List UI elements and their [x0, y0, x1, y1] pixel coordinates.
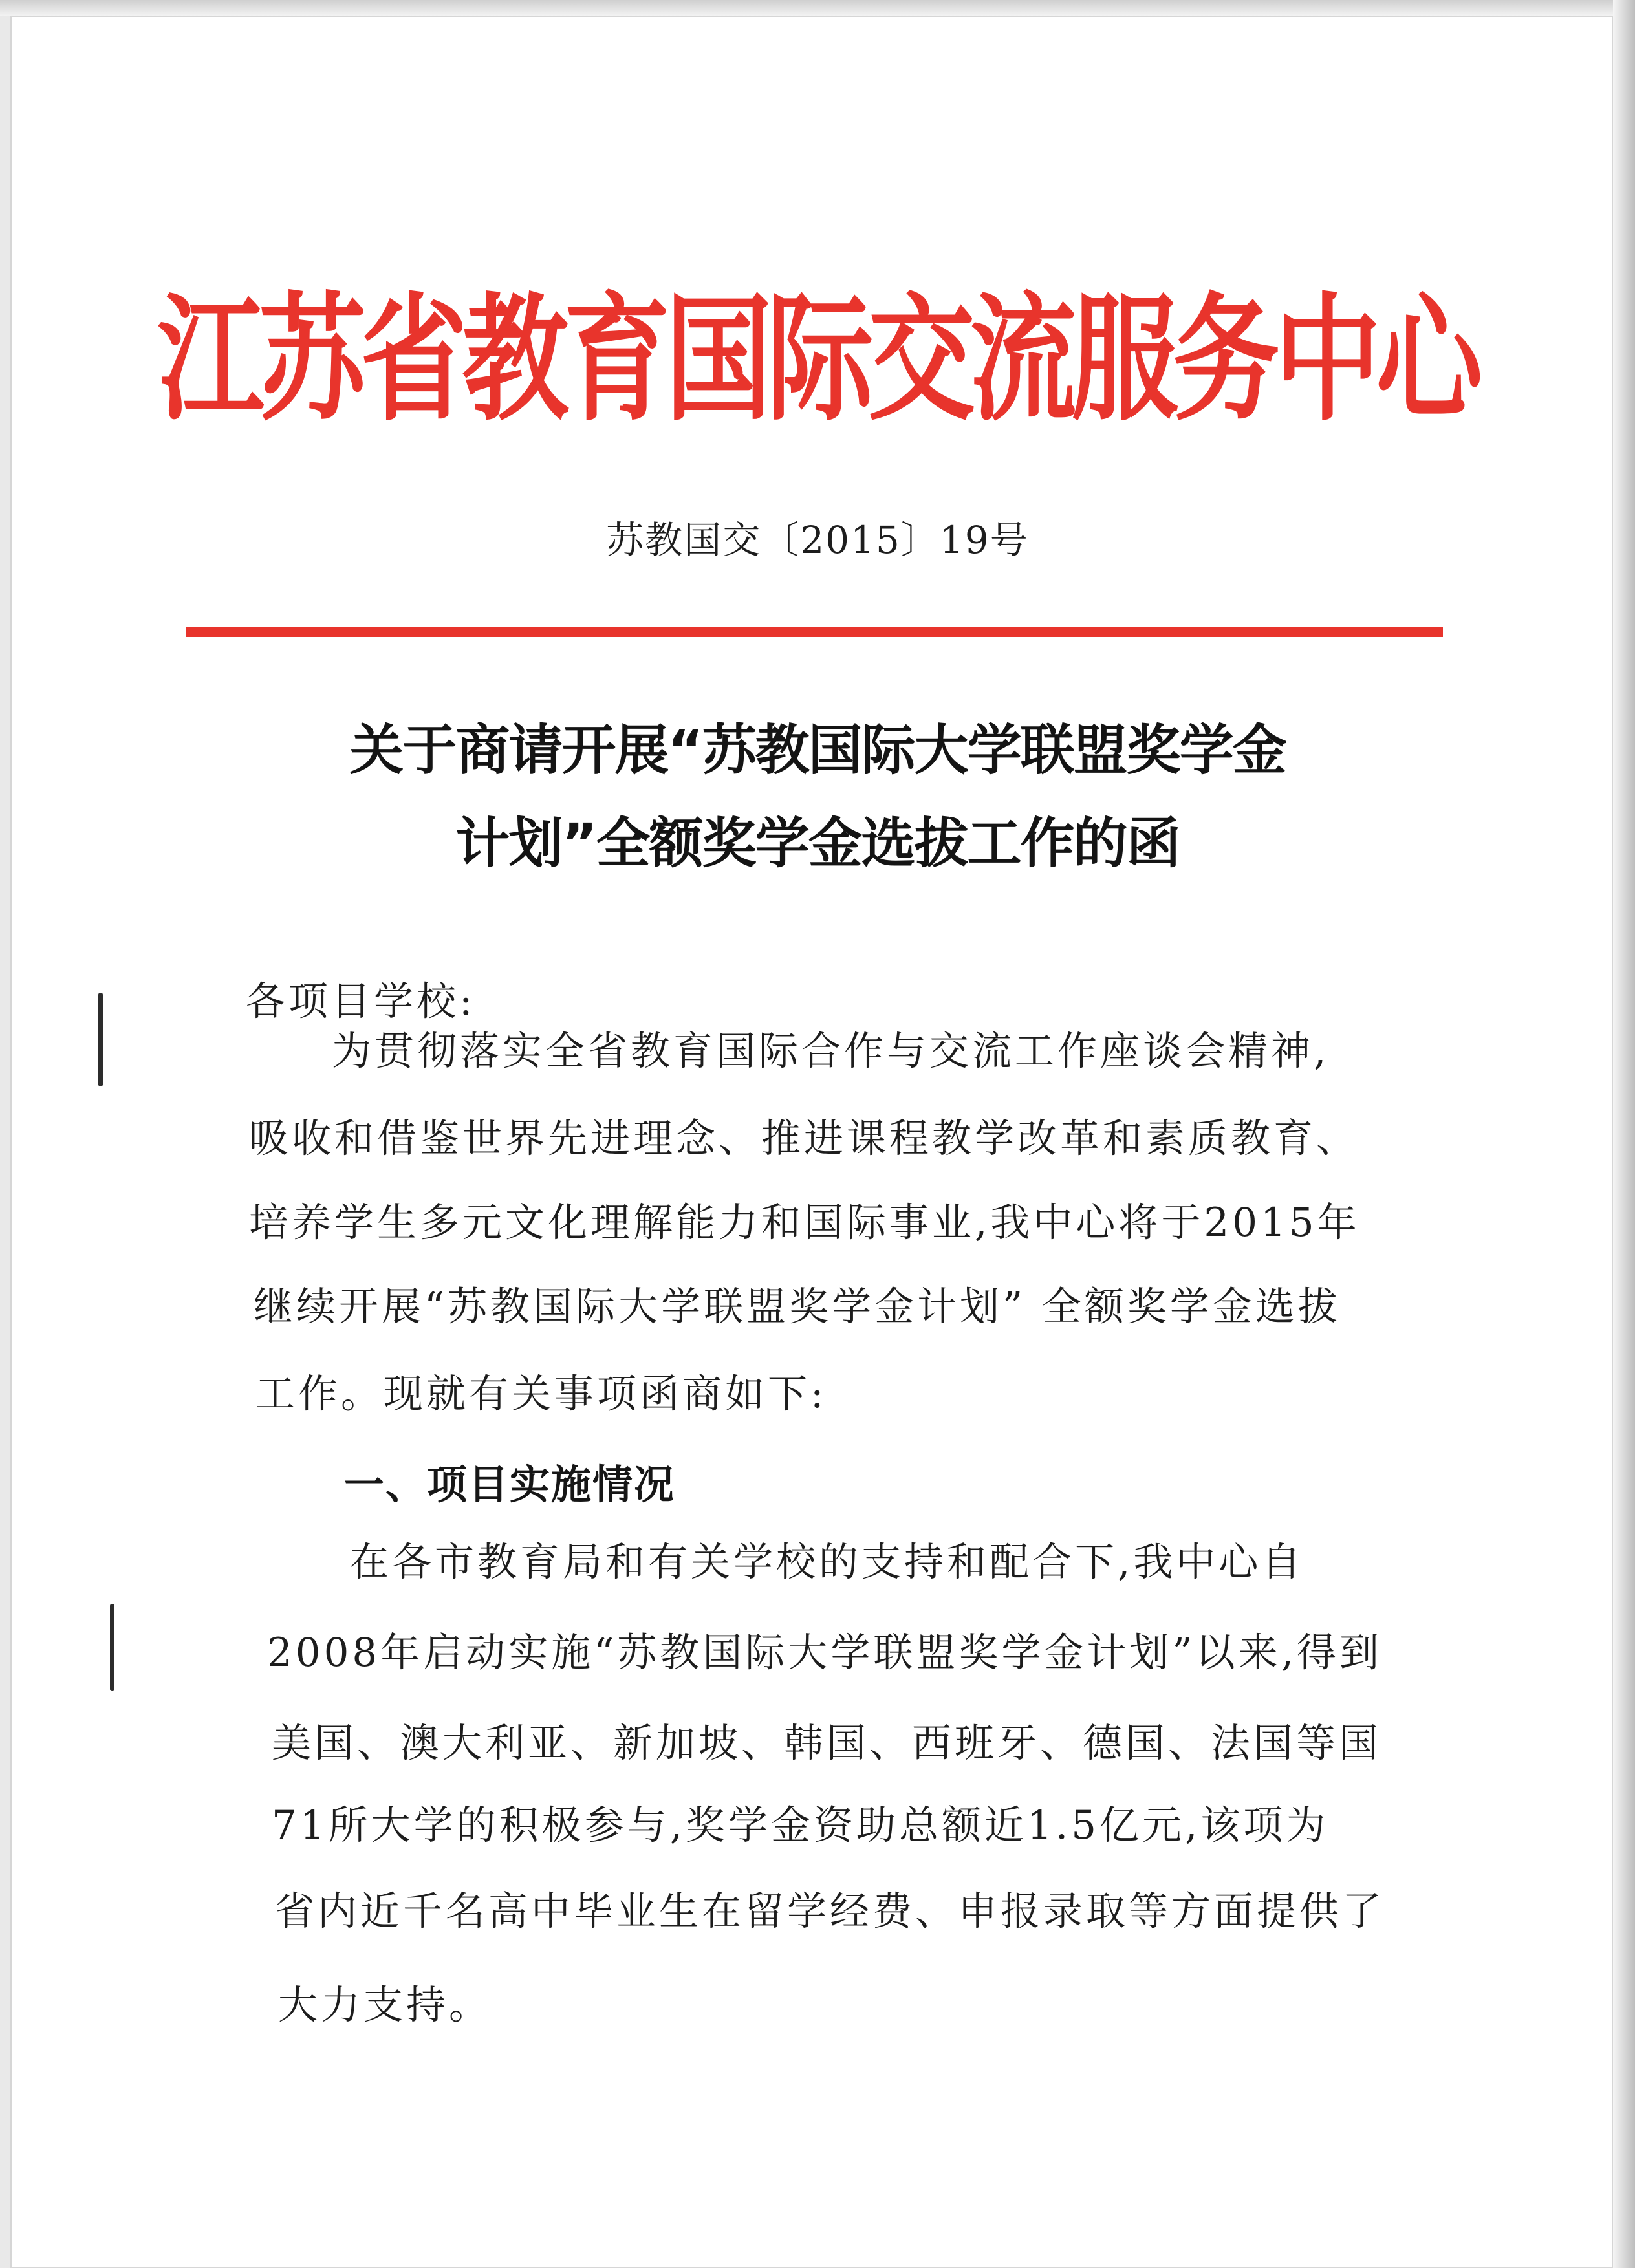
document-number: 苏教国交〔2015〕19号: [606, 518, 1029, 562]
paragraph-2-line: 在各市教育局和有关学校的支持和配合下,我中心自: [349, 1539, 1305, 1585]
paragraph-1-line: 工作。现就有关事项函商如下:: [255, 1371, 827, 1417]
paragraph-2-line: 71所大学的积极参与,奖学金资助总额近1.5亿元,该项为: [272, 1802, 1329, 1848]
document-title-line-2: 计划”全额奖学金选拔工作的函: [455, 812, 1180, 875]
document-title-line-1: 关于商请开展“苏教国际大学联盟奖学金: [349, 718, 1286, 782]
paragraph-2-line: 2008年启动实施“苏教国际大学联盟奖学金计划”以来,得到: [267, 1630, 1383, 1676]
paragraph-1-line: 为贯彻落实全省教育国际合作与交流工作座谈会精神,: [332, 1028, 1330, 1074]
section-1-heading: 一、项目实施情况: [344, 1461, 676, 1508]
staple-bottom: [110, 1604, 114, 1691]
paragraph-2-line: 美国、澳大利亚、新加坡、韩国、西班牙、德国、法国等国: [272, 1720, 1382, 1766]
letterhead-org-name: 江苏省教育国际交流服务中心: [157, 278, 1478, 440]
scan-top-edge: [0, 0, 1635, 16]
paragraph-2-line: 大力支持。: [278, 1982, 492, 2028]
staple-top: [98, 993, 103, 1086]
paragraph-1-line: 继续开展“苏教国际大学联盟奖学金计划” 全额奖学金选拔: [254, 1284, 1341, 1330]
letterhead-red-rule: [186, 627, 1443, 637]
salutation: 各项目学校:: [246, 978, 476, 1024]
paragraph-1-line: 吸收和借鉴世界先进理念、推进课程教学改革和素质教育、: [249, 1116, 1359, 1161]
paragraph-1-line: 培养学生多元文化理解能力和国际事业,我中心将于2015年: [249, 1200, 1360, 1246]
paragraph-2-line: 省内近千名高中毕业生在留学经费、申报录取等方面提供了: [275, 1888, 1385, 1934]
